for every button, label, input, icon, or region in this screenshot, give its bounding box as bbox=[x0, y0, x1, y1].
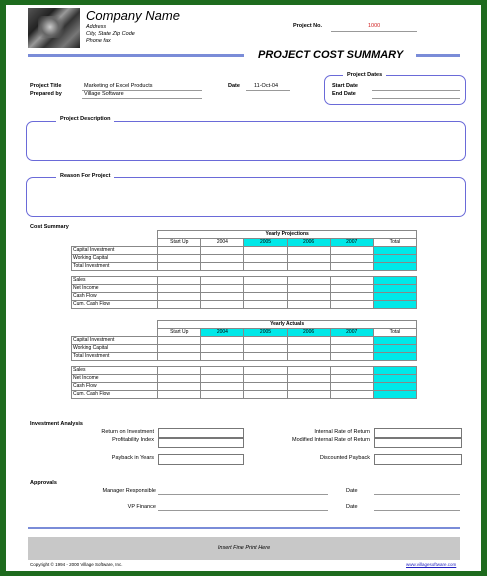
mirr-label: Modified Internal Rate of Return bbox=[292, 437, 370, 443]
fine-print-band[interactable] bbox=[28, 537, 460, 560]
table-row: Sales bbox=[72, 367, 417, 375]
manager-date-line[interactable] bbox=[374, 494, 460, 495]
col-total: Total bbox=[373, 239, 416, 247]
table-row: Total Investment bbox=[72, 263, 417, 271]
vp-finance-label: VP Finance bbox=[127, 504, 156, 510]
vp-date-label: Date bbox=[346, 504, 358, 510]
project-dates-label: Project Dates bbox=[343, 72, 386, 78]
table-row: Cash Flow bbox=[72, 293, 417, 301]
address[interactable]: Address bbox=[86, 24, 107, 30]
col-startup: Start Up bbox=[158, 329, 201, 337]
col-2005: 2005 bbox=[244, 329, 287, 337]
col-startup: Start Up bbox=[158, 239, 201, 247]
col-2004: 2004 bbox=[201, 239, 244, 247]
approvals-label: Approvals bbox=[30, 480, 57, 486]
projections-table bbox=[71, 230, 417, 309]
end-date-label: End Date bbox=[332, 91, 356, 97]
table-row: Net Income bbox=[72, 375, 417, 383]
reason-for-project-label: Reason For Project bbox=[56, 173, 114, 179]
start-date-field[interactable] bbox=[372, 90, 460, 91]
table-row: Sales bbox=[72, 277, 417, 285]
profitability-index-field[interactable] bbox=[158, 437, 244, 448]
city-state-zip[interactable]: City, State Zip Code bbox=[86, 31, 135, 37]
project-description-box[interactable] bbox=[26, 121, 466, 161]
projections-heading: Yearly Projections bbox=[158, 231, 417, 239]
project-title-value[interactable]: Marketing of Excel Products bbox=[84, 83, 153, 89]
actuals-table bbox=[71, 320, 417, 399]
table-row: Working Capital bbox=[72, 345, 417, 353]
website-link[interactable]: www.villagesoftware.com bbox=[406, 562, 457, 567]
table-row: Capital Investment bbox=[72, 247, 417, 255]
col-2006: 2006 bbox=[287, 239, 330, 247]
copyright-text: Copyright © 1994 - 2000 Village Software, Inc. bbox=[30, 562, 123, 567]
col-2005: 2005 bbox=[244, 239, 287, 247]
table-row: Working Capital bbox=[72, 255, 417, 263]
footer-bar bbox=[28, 527, 460, 529]
spreadsheet-page bbox=[6, 5, 481, 571]
page-title: PROJECT COST SUMMARY bbox=[258, 49, 404, 61]
project-no-value[interactable]: 1000 bbox=[368, 23, 381, 29]
vp-signature-line[interactable] bbox=[158, 510, 328, 511]
project-title-label: Project Title bbox=[30, 83, 62, 89]
company-name[interactable]: Company Name bbox=[86, 8, 180, 23]
date-label: Date bbox=[228, 83, 240, 89]
project-description-label: Project Description bbox=[56, 116, 114, 122]
project-no-label: Project No. bbox=[293, 23, 323, 29]
discounted-payback-field[interactable] bbox=[374, 454, 462, 465]
table-row: Net Income bbox=[72, 285, 417, 293]
start-date-label: Start Date bbox=[332, 83, 358, 89]
phone-fax[interactable]: Phone fax bbox=[86, 38, 111, 44]
reason-for-project-box[interactable] bbox=[26, 177, 466, 217]
prepared-by-value[interactable]: Village Software bbox=[84, 91, 124, 97]
manager-signature-line[interactable] bbox=[158, 494, 328, 495]
end-date-field[interactable] bbox=[372, 98, 460, 99]
date-underline bbox=[246, 90, 290, 91]
discounted-payback-label: Discounted Payback bbox=[319, 455, 370, 461]
table-row: Capital Investment bbox=[72, 337, 417, 345]
title-bar-right bbox=[416, 54, 460, 57]
manager-date-label: Date bbox=[346, 488, 358, 494]
prepared-by-label: Prepared by bbox=[30, 91, 62, 97]
title-bar-left bbox=[28, 54, 244, 57]
table-row: Cash Flow bbox=[72, 383, 417, 391]
table-row: Cum. Cash Flow bbox=[72, 301, 417, 309]
investment-analysis-label: Investment Analysis bbox=[30, 421, 83, 427]
manager-responsible-label: Manager Responsible bbox=[102, 488, 156, 494]
roi-label: Return on Investment bbox=[101, 429, 154, 435]
table-row: Cum. Cash Flow bbox=[72, 391, 417, 399]
fine-print-text: Insert Fine Print Here bbox=[217, 545, 271, 551]
col-2007: 2007 bbox=[330, 329, 373, 337]
vp-date-line[interactable] bbox=[374, 510, 460, 511]
project-no-underline bbox=[331, 31, 417, 32]
col-2007: 2007 bbox=[330, 239, 373, 247]
date-value[interactable]: 11-Oct-04 bbox=[254, 83, 279, 89]
profitability-index-label: Profitability Index bbox=[112, 437, 154, 443]
irr-label: Internal Rate of Return bbox=[314, 429, 370, 435]
col-total: Total bbox=[373, 329, 416, 337]
actuals-heading: Yearly Actuals bbox=[158, 321, 417, 329]
col-2006: 2006 bbox=[287, 329, 330, 337]
mirr-field[interactable] bbox=[374, 437, 462, 448]
col-2004: 2004 bbox=[201, 329, 244, 337]
prepared-by-underline bbox=[82, 98, 202, 99]
payback-years-label: Payback in Years bbox=[111, 455, 154, 461]
cost-summary-label: Cost Summary bbox=[30, 224, 69, 230]
table-row: Total Investment bbox=[72, 353, 417, 361]
payback-years-field[interactable] bbox=[158, 454, 244, 465]
company-logo bbox=[28, 8, 80, 48]
